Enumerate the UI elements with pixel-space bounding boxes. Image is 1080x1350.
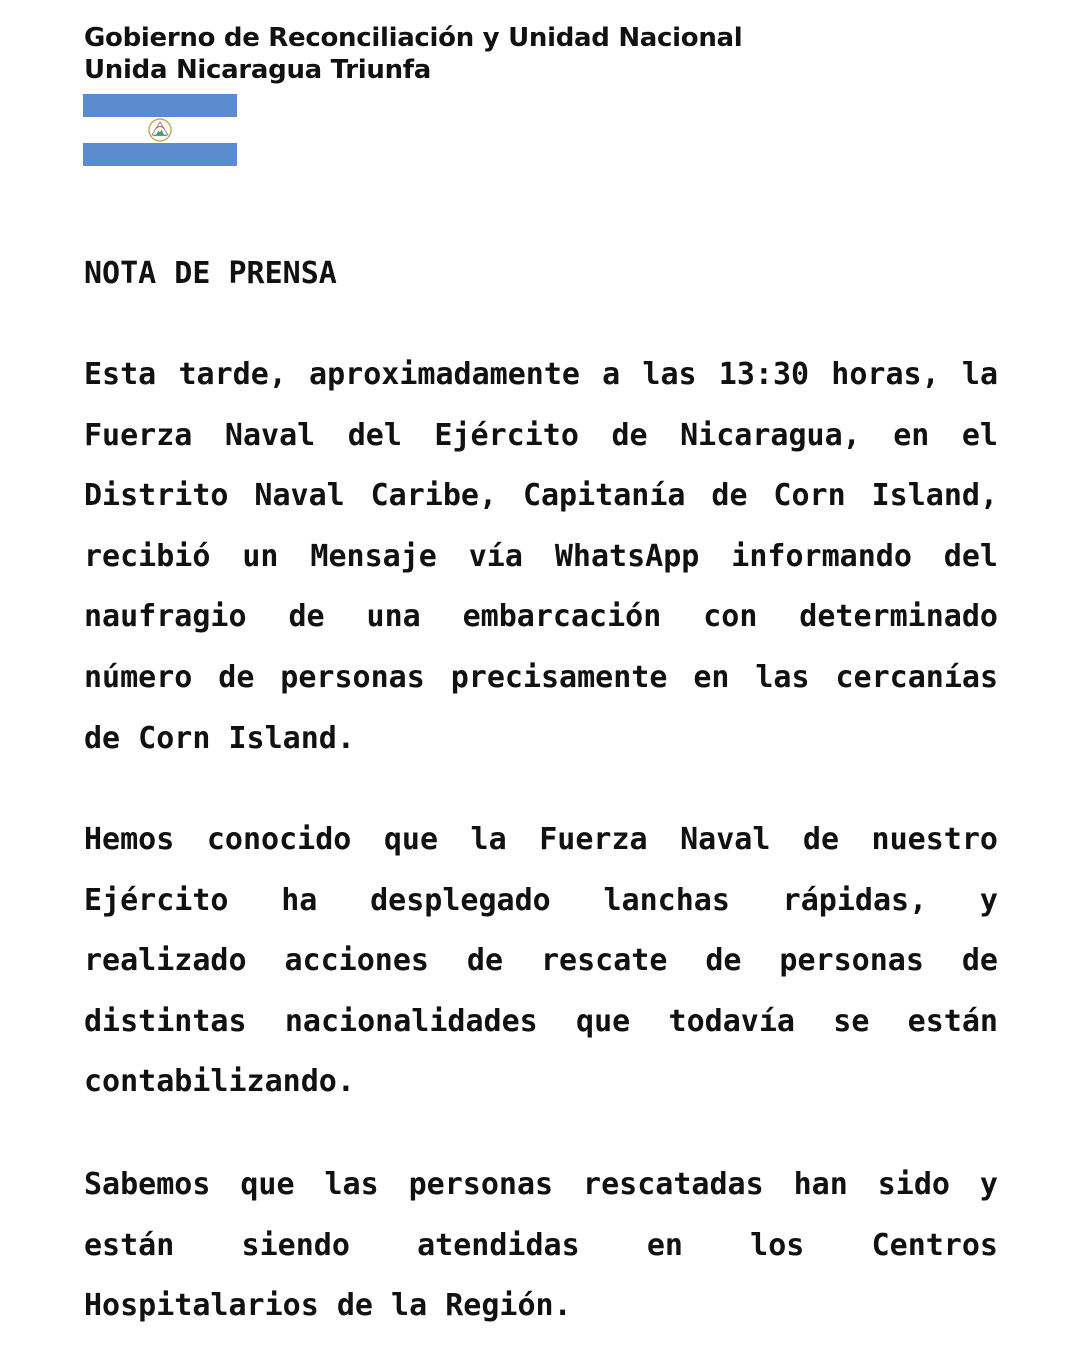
flag-bottom-stripe xyxy=(83,143,237,166)
press-release-title: NOTA DE PRENSA xyxy=(84,256,337,291)
coat-of-arms-icon xyxy=(147,117,173,143)
paragraph-medical-attention: Sabemos que las personas rescatadas han sido y están siendo atendidas en los Centros Hospitalarios de la Región. xyxy=(84,1167,998,1324)
paragraph-rescue-actions: Hemos conocido que la Fuerza Naval de nuestro Ejército ha desplegado lanchas rápidas, y realizado acciones de rescate de personas de distintas nacionalidades que todavía se están contabilizando. xyxy=(84,822,998,1100)
nicaragua-flag xyxy=(83,94,237,166)
letterhead-government-name: Gobierno de Reconciliación y Unidad Nacional xyxy=(84,23,743,53)
paragraph-incident-report: Esta tarde, aproximadamente a las 13:30 horas, la Fuerza Naval del Ejército de Nicaragua, en el Distrito Naval Caribe, Capitanía de Corn Island, recibió un Mensaje vía WhatsApp informando del naufragio de una embarcación con determinado número de personas precisamente en las cercanías de Corn Island. xyxy=(84,357,998,756)
letterhead-slogan: Unida Nicaragua Triunfa xyxy=(84,55,432,85)
letterhead xyxy=(84,22,742,86)
flag-top-stripe xyxy=(83,94,237,117)
